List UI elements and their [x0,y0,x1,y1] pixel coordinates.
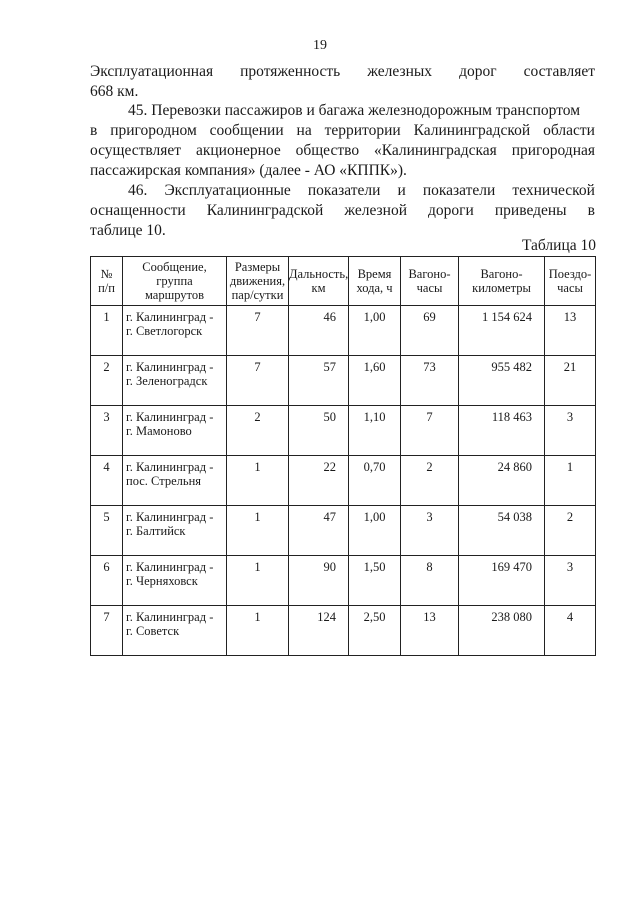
column-header [459,257,545,306]
word: Калининградской [413,122,531,139]
table-row [91,606,596,656]
route-line: г. Калининград - [126,560,214,574]
table-row [91,406,596,456]
column-header-line: км [311,281,326,295]
word: и [397,182,406,199]
travel-time-cell: 1,10 [349,406,401,456]
column-header [123,257,227,306]
route-cell [123,356,227,406]
text-line [90,82,595,102]
text-line [90,201,595,221]
distance-cell: 50 [289,406,349,456]
page-number: 19 [313,38,327,53]
text-line [90,161,595,181]
route-line: г. Мамоново [126,424,192,438]
paragraph-track-length [90,62,595,102]
word: пригородная [511,142,595,159]
travel-time-cell: 1,00 [349,506,401,556]
pairs-per-day-cell: 7 [227,356,289,406]
column-header-line: часы [416,281,443,295]
word: территории [324,122,401,139]
distance-cell: 22 [289,456,349,506]
route-line: г. Черняховск [126,574,198,588]
wagon-hours-cell: 8 [401,556,459,606]
wagon-km-cell: 24 860 [459,456,545,506]
wagon-hours-cell: 3 [401,506,459,556]
distance-cell: 90 [289,556,349,606]
wagon-km-cell: 238 080 [459,606,545,656]
train-hours-cell: 3 [545,556,596,606]
route-line: г. Калининград - [126,360,214,374]
word: оснащенности [90,202,186,219]
word: дороги [428,202,474,219]
column-header [349,257,401,306]
table-row [91,456,596,506]
word: общество [295,142,360,159]
wagon-hours-cell: 2 [401,456,459,506]
column-header-line: № [100,267,113,281]
table-row [91,306,596,356]
travel-time-cell: 0,70 [349,456,401,506]
distance-cell: 57 [289,356,349,406]
pairs-per-day-cell: 7 [227,306,289,356]
word: осуществляет [90,142,182,159]
word: показатели [422,182,496,199]
column-header [401,257,459,306]
route-cell [123,556,227,606]
table-row [91,506,596,556]
row-number-cell: 5 [91,506,123,556]
paragraph-passenger-transport [90,101,595,181]
route-line: г. Калининград - [126,410,214,424]
column-header-line: Вагоно- [408,267,451,281]
word: Эксплуатационные [164,182,291,199]
word: Калининградской [206,202,324,219]
travel-time-cell: 1,50 [349,556,401,606]
wagon-km-cell: 118 463 [459,406,545,456]
route-line: г. Калининград - [126,610,214,624]
distance-cell: 47 [289,506,349,556]
route-line: г. Калининград - [126,460,214,474]
wagon-hours-cell: 13 [401,606,459,656]
route-cell [123,306,227,356]
column-header-line: группа [156,274,193,288]
text-line-content: таблице 10. [90,222,166,239]
route-cell [123,406,227,456]
word: дорог [459,63,497,80]
word: Эксплуатационная [90,63,214,80]
column-header [545,257,596,306]
word: 46. [128,182,148,199]
row-number-cell: 2 [91,356,123,406]
word: технической [512,182,595,199]
column-header-line: хода, ч [356,281,393,295]
column-header-line: километры [472,281,531,295]
route-line: г. Калининград - [126,310,214,324]
route-cell [123,456,227,506]
route-line: пос. Стрельня [126,474,202,488]
route-line: г. Зеленоградск [126,374,208,388]
text-line-content: 668 км. [90,83,139,100]
column-header-line: Дальность, [289,267,349,281]
word: на [296,122,312,139]
word: пригородном [110,122,197,139]
word: в [587,202,595,219]
table-row [91,356,596,406]
column-header [91,257,123,306]
route-line: г. Калининград - [126,510,214,524]
word: сообщении [209,122,284,139]
word: области [543,122,595,139]
route-line: г. Светлогорск [126,324,203,338]
train-hours-cell: 4 [545,606,596,656]
word: протяженность [240,63,341,80]
word: железных [367,63,433,80]
pairs-per-day-cell: 1 [227,456,289,506]
distance-cell: 46 [289,306,349,356]
train-hours-cell: 13 [545,306,596,356]
suburban-routes-table [90,256,596,656]
travel-time-cell: 1,00 [349,306,401,356]
wagon-km-cell: 169 470 [459,556,545,606]
row-number-cell: 6 [91,556,123,606]
text-line [90,141,595,161]
column-header-line: п/п [98,281,115,295]
row-number-cell: 3 [91,406,123,456]
column-header-line: движения, [229,274,286,288]
text-line [90,121,595,141]
wagon-hours-cell: 7 [401,406,459,456]
wagon-hours-cell: 73 [401,356,459,406]
text-line [90,101,595,121]
paragraph-indicators [90,181,595,241]
route-cell [123,606,227,656]
route-cell [123,506,227,556]
row-number-cell: 7 [91,606,123,656]
train-hours-cell: 1 [545,456,596,506]
column-header [227,257,289,306]
column-header-line: Вагоно- [480,267,523,281]
pairs-per-day-cell: 1 [227,556,289,606]
train-hours-cell: 21 [545,356,596,406]
text-line [90,221,595,241]
travel-time-cell: 1,60 [349,356,401,406]
word: железной [344,202,408,219]
table-header-row [91,257,596,306]
row-number-cell: 4 [91,456,123,506]
train-hours-cell: 2 [545,506,596,556]
route-line: г. Советск [126,624,180,638]
word: 45. Перевозки пассажиров и багажа железнодорожным транспортом [128,102,581,119]
row-number-cell: 1 [91,306,123,356]
pairs-per-day-cell: 1 [227,606,289,656]
text-line [90,181,595,201]
pairs-per-day-cell: 2 [227,406,289,456]
column-header-line: Поездо- [548,267,592,281]
word: приведены [494,202,567,219]
word: «Калининградская [373,142,497,159]
distance-cell: 124 [289,606,349,656]
travel-time-cell: 2,50 [349,606,401,656]
column-header-line: пар/сутки [231,288,284,302]
column-header-line: Размеры [234,260,281,274]
column-header-line: Время [357,267,392,281]
wagon-km-cell: 955 482 [459,356,545,406]
train-hours-cell: 3 [545,406,596,456]
column-header-line: маршрутов [144,288,205,302]
table-body [91,306,596,656]
word: в [90,122,98,139]
route-line: г. Балтийск [126,524,186,538]
word: показатели [307,182,381,199]
column-header-line: часы [557,281,583,295]
column-header-line: Сообщение, [142,260,207,274]
column-header [289,257,349,306]
wagon-km-cell: 1 154 624 [459,306,545,356]
word: составляет [523,63,595,80]
wagon-km-cell: 54 038 [459,506,545,556]
table-row [91,556,596,606]
table-caption: Таблица 10 [521,237,596,254]
text-line [90,62,595,82]
pairs-per-day-cell: 1 [227,506,289,556]
text-line-content: пассажирская компания» (далее - АО «КППК»). [90,162,407,179]
wagon-hours-cell: 69 [401,306,459,356]
word: акционерное [195,142,281,159]
